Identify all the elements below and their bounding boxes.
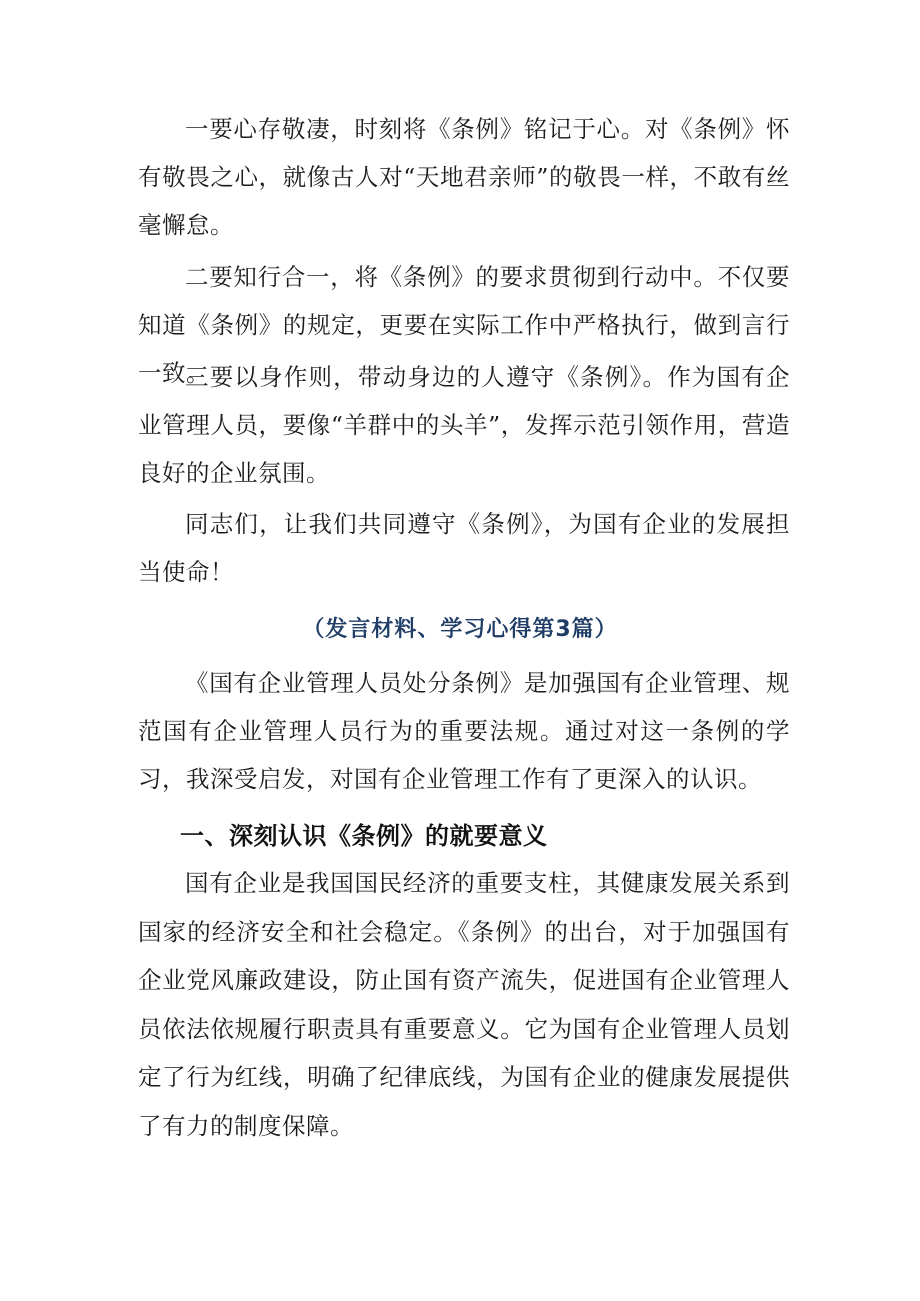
paragraph-point-one: 一要心存敬凄，时刻将《条例》铭记于心。对《条例》怀有敬畏之心，就像古人对“天地君亲师”的敬畏一样，不敢有丝毫懈怠。 [138, 115, 790, 239]
paragraph-body: 国有企业是我国国民经济的重要支柱，其健康发展关系到国家的经济安全和社会稳定。《条例》的出台，对于加强国有企业党风廉政建设，防止国有资产流失，促进国有企业管理人员依法依规履行职责具有重要意义。它为国有企业管理人员划定了行为红线，明确了纪律底线，为国有企业的健康发展提供了有力的制度保障。 [138, 869, 790, 1140]
section-subtitle: （发言材料、学习心得第3篇） [302, 617, 618, 642]
paragraph-point-two: 二要知行合一，将《条例》的要求贯彻到行动中。不仅要知道《条例》的规定，更要在实际工作中严格执行，做到言行一致。 [138, 263, 790, 387]
paragraph-closing: 同志们，让我们共同遵守《条例》，为国有企业的发展担当使命！ [138, 510, 790, 586]
paragraph-intro: 《国有企业管理人员处分条例》是加强国有企业管理、规范国有企业管理人员行为的重要法规。通过对这一条例的学习，我深受启发，对国有企业管理工作有了更深入的认识。 [138, 669, 790, 793]
section-heading: 一、深刻认识《条例》的就要意义 [180, 822, 548, 850]
paragraph-point-three: 三要以身作则，带动身边的人遵守《条例》。作为国有企业管理人员，要像“羊群中的头羊”，发挥示范引领作用，营造良好的企业氛围。 [138, 363, 790, 487]
